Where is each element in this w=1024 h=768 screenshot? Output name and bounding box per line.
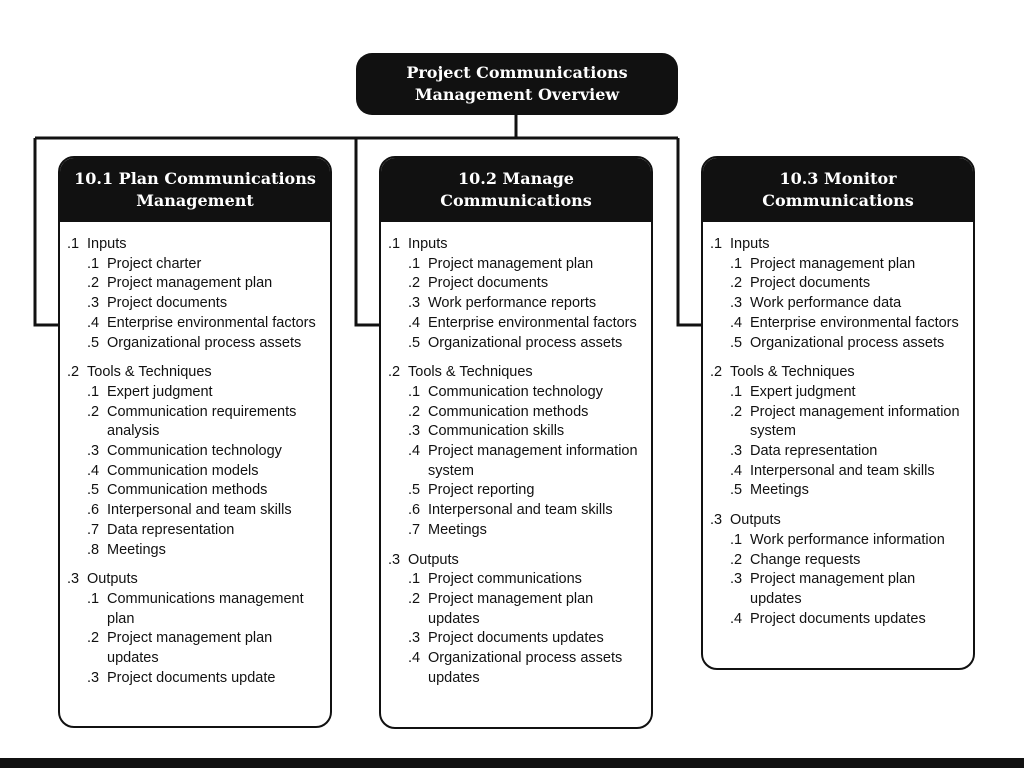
list-item — [388, 403, 643, 423]
item-text: Project management plan — [107, 275, 273, 292]
list-item — [388, 255, 643, 275]
item-number: .5 — [730, 334, 743, 351]
section-heading — [388, 363, 643, 383]
connector-right — [678, 138, 702, 325]
section-heading — [67, 570, 322, 590]
list-item — [710, 442, 965, 462]
item-text: Project management plan — [428, 255, 594, 272]
item-text: Communication methods — [107, 482, 268, 499]
list-item — [710, 481, 965, 501]
item-text: Communication technology — [107, 443, 282, 460]
section-heading — [710, 363, 965, 383]
item-text: Organizational process assets — [750, 334, 945, 351]
list-item — [710, 334, 965, 354]
item-number: .2 — [87, 403, 100, 420]
diagram-title: Project Communications Management Overview — [356, 53, 678, 115]
item-text: Project documents — [428, 275, 549, 292]
item-text: Project documents updates — [428, 630, 604, 647]
list-item — [67, 403, 322, 442]
list-item — [710, 531, 965, 551]
item-text: Project management plan updates — [428, 590, 594, 627]
section-heading — [710, 235, 965, 255]
item-number: .7 — [87, 521, 100, 538]
item-number: .1 — [730, 383, 743, 400]
item-number: .4 — [730, 610, 743, 627]
list-item — [710, 314, 965, 334]
section-heading — [67, 363, 322, 383]
item-number: .2 — [730, 403, 743, 420]
item-text: Data representation — [107, 521, 235, 538]
process-details — [703, 222, 973, 647]
item-number: .1 — [408, 255, 421, 272]
item-text: Project management information system — [428, 443, 638, 479]
item-number: .1 — [87, 255, 100, 272]
item-number: .1 — [730, 531, 743, 548]
item-number: .3 — [87, 295, 100, 312]
item-text: Organizational process assets — [428, 334, 623, 351]
item-number: .3 — [87, 443, 100, 460]
section-label: Inputs — [408, 236, 448, 252]
bottom-rule — [0, 758, 1024, 768]
item-text: Communications management plan — [107, 590, 304, 627]
section-number: .1 — [710, 236, 723, 252]
item-number: .5 — [87, 334, 100, 351]
item-number: .4 — [408, 650, 421, 667]
section-label: Outputs — [730, 512, 781, 529]
item-text: Organizational process assets updates — [428, 650, 623, 686]
item-text: Project management plan updates — [750, 571, 916, 607]
item-number: .4 — [408, 443, 421, 460]
list-item — [710, 403, 965, 442]
item-number: .4 — [730, 314, 743, 331]
item-number: .3 — [87, 669, 100, 686]
process-section — [710, 235, 965, 353]
item-number: .1 — [408, 383, 421, 400]
list-item — [388, 521, 643, 541]
item-number: .2 — [408, 275, 421, 292]
list-item — [67, 334, 322, 354]
item-number: .5 — [730, 482, 743, 499]
list-item — [67, 462, 322, 482]
connector-left — [35, 138, 60, 325]
item-number: .6 — [87, 502, 100, 519]
list-item — [388, 590, 643, 629]
list-item — [710, 274, 965, 294]
section-number: .2 — [67, 364, 80, 381]
list-item — [388, 314, 643, 334]
item-text: Project management plan updates — [107, 630, 273, 667]
section-label: Tools & Techniques — [730, 364, 855, 381]
list-item — [67, 294, 322, 314]
process-heading: 10.1 Plan Communications Management — [60, 158, 330, 222]
item-number: .3 — [408, 630, 421, 647]
item-text: Project charter — [107, 255, 202, 272]
list-item — [388, 649, 643, 688]
process-section — [388, 235, 643, 353]
section-number: .1 — [388, 236, 401, 252]
list-item — [710, 294, 965, 314]
section-label: Inputs — [87, 236, 127, 252]
item-text: Work performance information — [750, 531, 945, 548]
item-number: .7 — [408, 521, 421, 538]
item-number: .2 — [87, 275, 100, 292]
item-number: .3 — [408, 295, 421, 312]
item-number: .5 — [408, 334, 421, 351]
list-item — [67, 442, 322, 462]
item-number: .2 — [730, 551, 743, 568]
item-text: Enterprise environmental factors — [750, 314, 959, 331]
process-section — [67, 363, 322, 560]
section-label: Outputs — [408, 551, 459, 568]
process-section — [710, 511, 965, 629]
item-text: Project documents — [750, 275, 871, 292]
item-number: .4 — [87, 314, 100, 331]
list-item — [710, 570, 965, 609]
item-text: Interpersonal and team skills — [107, 502, 292, 519]
list-item — [710, 462, 965, 482]
item-text: Communication requirements analysis — [107, 403, 297, 440]
connector-middle — [356, 138, 380, 325]
section-number: .2 — [710, 364, 723, 381]
section-heading — [388, 235, 643, 255]
list-item — [67, 590, 322, 629]
list-item — [67, 541, 322, 561]
list-item — [388, 422, 643, 442]
item-text: Change requests — [750, 551, 861, 568]
section-label: Outputs — [87, 571, 138, 588]
list-item — [388, 501, 643, 521]
item-number: .3 — [730, 295, 743, 312]
process-section — [67, 570, 322, 688]
list-item — [710, 610, 965, 630]
process-box-plan-communications — [58, 156, 332, 728]
list-item — [388, 570, 643, 590]
section-number: .1 — [67, 236, 80, 252]
process-box-manage-communications — [379, 156, 653, 729]
section-heading — [388, 551, 643, 571]
item-number: .4 — [87, 462, 100, 479]
list-item — [710, 383, 965, 403]
list-item — [67, 274, 322, 294]
item-text: Work performance data — [750, 295, 902, 312]
list-item — [388, 481, 643, 501]
item-text: Meetings — [107, 541, 166, 558]
list-item — [388, 383, 643, 403]
item-number: .4 — [730, 462, 743, 479]
item-number: .1 — [87, 590, 100, 607]
item-number: .5 — [408, 482, 421, 499]
process-section — [67, 235, 322, 353]
item-text: Data representation — [750, 443, 878, 460]
section-label: Tools & Techniques — [408, 364, 533, 381]
list-item — [388, 442, 643, 481]
item-number: .3 — [408, 423, 421, 440]
item-text: Project communications — [428, 571, 582, 588]
list-item — [388, 629, 643, 649]
item-text: Project reporting — [428, 482, 535, 499]
item-text: Interpersonal and team skills — [750, 462, 935, 479]
process-section — [388, 363, 643, 540]
item-text: Communication methods — [428, 403, 589, 420]
item-text: Expert judgment — [750, 383, 856, 400]
item-text: Communication technology — [428, 383, 603, 400]
section-number: .3 — [710, 512, 723, 529]
list-item — [67, 481, 322, 501]
process-heading: 10.3 Monitor Communications — [703, 158, 973, 222]
list-item — [67, 501, 322, 521]
item-text: Project documents update — [107, 669, 276, 686]
section-number: .3 — [67, 571, 80, 588]
process-section — [388, 551, 643, 689]
list-item — [710, 551, 965, 571]
list-item — [710, 255, 965, 275]
section-label: Tools & Techniques — [87, 364, 212, 381]
list-item — [67, 314, 322, 334]
section-heading — [710, 511, 965, 531]
list-item — [388, 294, 643, 314]
item-number: .2 — [87, 630, 100, 647]
item-number: .2 — [408, 403, 421, 420]
section-number: .3 — [388, 551, 401, 568]
item-number: .8 — [87, 541, 100, 558]
item-text: Project management plan — [750, 255, 916, 272]
item-number: .2 — [408, 590, 421, 607]
item-number: .1 — [87, 383, 100, 400]
item-text: Organizational process assets — [107, 334, 302, 351]
process-details — [381, 222, 651, 706]
item-number: .6 — [408, 502, 421, 519]
list-item — [388, 274, 643, 294]
item-text: Enterprise environmental factors — [107, 314, 316, 331]
process-details — [60, 222, 330, 706]
item-number: .5 — [87, 482, 100, 499]
item-text: Meetings — [750, 482, 809, 499]
item-text: Communication models — [107, 462, 259, 479]
item-text: Enterprise environmental factors — [428, 314, 637, 331]
item-text: Project management information system — [750, 403, 960, 440]
item-text: Communication skills — [428, 423, 565, 440]
list-item — [67, 255, 322, 275]
list-item — [388, 334, 643, 354]
item-number: .3 — [730, 443, 743, 460]
item-text: Expert judgment — [107, 383, 213, 400]
process-heading: 10.2 Manage Communications — [381, 158, 651, 222]
item-text: Meetings — [428, 521, 487, 538]
item-text: Interpersonal and team skills — [428, 502, 613, 519]
section-number: .2 — [388, 364, 401, 381]
item-number: .3 — [730, 571, 743, 588]
item-text: Work performance reports — [428, 295, 597, 312]
list-item — [67, 629, 322, 668]
item-number: .4 — [408, 314, 421, 331]
item-number: .1 — [408, 571, 421, 588]
item-text: Project documents updates — [750, 610, 926, 627]
process-box-monitor-communications — [701, 156, 975, 670]
section-label: Inputs — [730, 236, 770, 252]
item-text: Project documents — [107, 295, 228, 312]
list-item — [67, 383, 322, 403]
process-section — [710, 363, 965, 501]
item-number: .1 — [730, 255, 743, 272]
item-number: .2 — [730, 275, 743, 292]
section-heading — [67, 235, 322, 255]
list-item — [67, 521, 322, 541]
list-item — [67, 669, 322, 689]
